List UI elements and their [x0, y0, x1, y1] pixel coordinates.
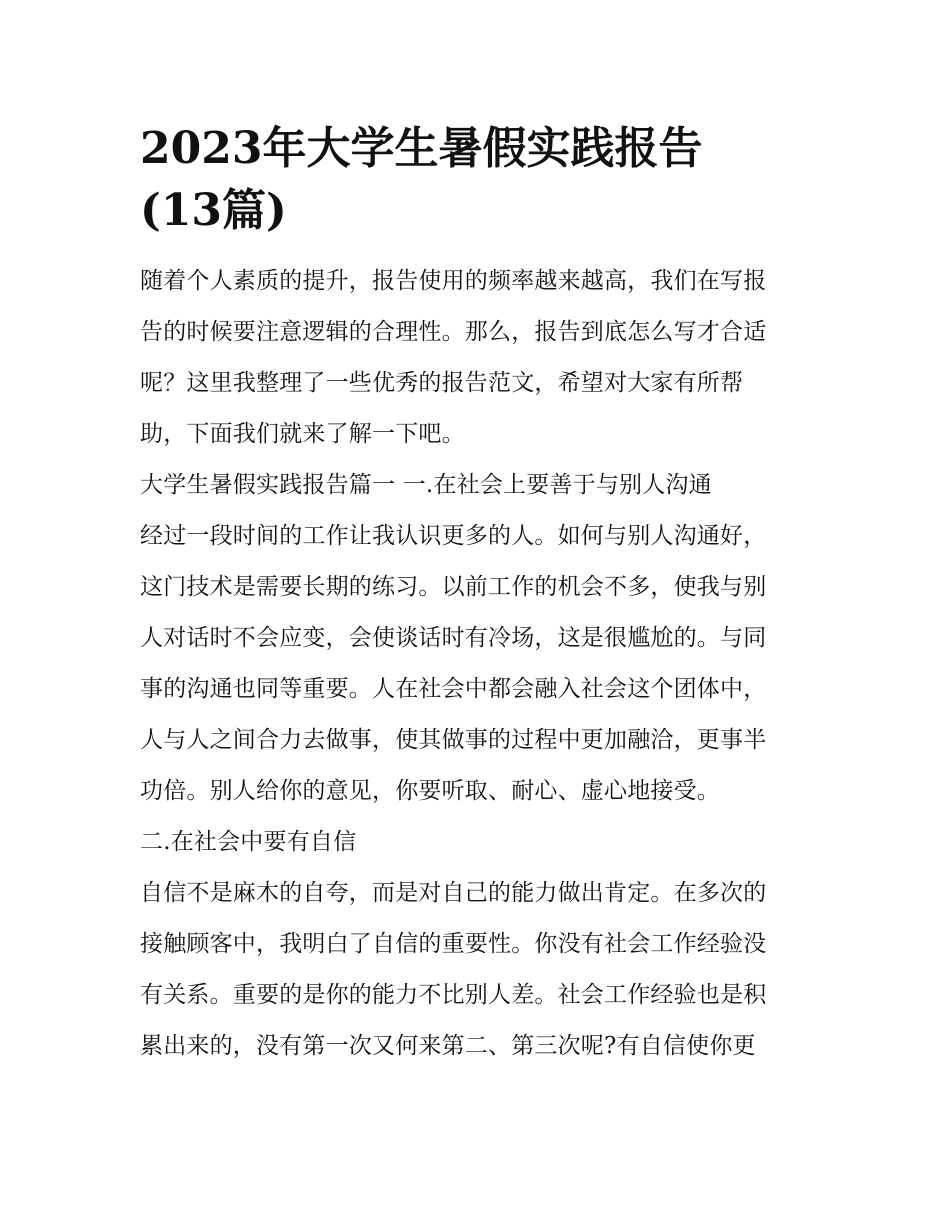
text-line: 事的沟通也同等重要。人在社会中都会融入社会这个团体中，	[140, 676, 767, 702]
text-line: 接触顾客中，我明白了自信的重要性。你没有社会工作经验没	[140, 931, 767, 957]
text-line: 助，下面我们就来了解一下吧。	[140, 421, 465, 447]
text-line: 呢？这里我整理了一些优秀的报告范文，希望对大家有所帮	[140, 370, 744, 396]
text-line: 二.在社会中要有自信	[140, 829, 357, 855]
text-line: 告的时候要注意逻辑的合理性。那么，报告到底怎么写才合适	[140, 319, 767, 345]
communication-paragraph	[140, 511, 820, 817]
text-line: 经过一段时间的工作让我认识更多的人。如何与别人沟通好，	[140, 523, 767, 549]
text-line: 累出来的，没有第一次又何来第二、第三次呢?有自信使你更	[140, 1033, 756, 1059]
section-heading-1	[140, 460, 820, 511]
document-title	[140, 118, 820, 242]
text-line: 人与人之间合力去做事，使其做事的过程中更加融洽，更事半	[140, 727, 767, 753]
text-line: 人对话时不会应变，会使谈话时有冷场，这是很尴尬的。与同	[140, 625, 767, 651]
text-line: 这门技术是需要长期的练习。以前工作的机会不多，使我与别	[140, 574, 767, 600]
confidence-paragraph	[140, 868, 820, 1072]
title-line-2: (13篇)	[140, 185, 287, 236]
text-line: 随着个人素质的提升，报告使用的频率越来越高，我们在写报	[140, 268, 767, 294]
text-line: 有关系。重要的是你的能力不比别人差。社会工作经验也是积	[140, 982, 767, 1008]
title-line-1: 2023年大学生暑假实践报告	[140, 123, 703, 174]
document-content	[140, 118, 820, 1072]
text-line: 大学生暑假实践报告篇一 一.在社会上要善于与别人沟通	[140, 472, 712, 498]
text-line: 自信不是麻木的自夸，而是对自己的能力做出肯定。在多次的	[140, 880, 767, 906]
text-line: 功倍。别人给你的意见，你要听取、耐心、虚心地接受。	[140, 778, 720, 804]
intro-paragraph	[140, 256, 820, 460]
section-heading-2	[140, 817, 820, 868]
